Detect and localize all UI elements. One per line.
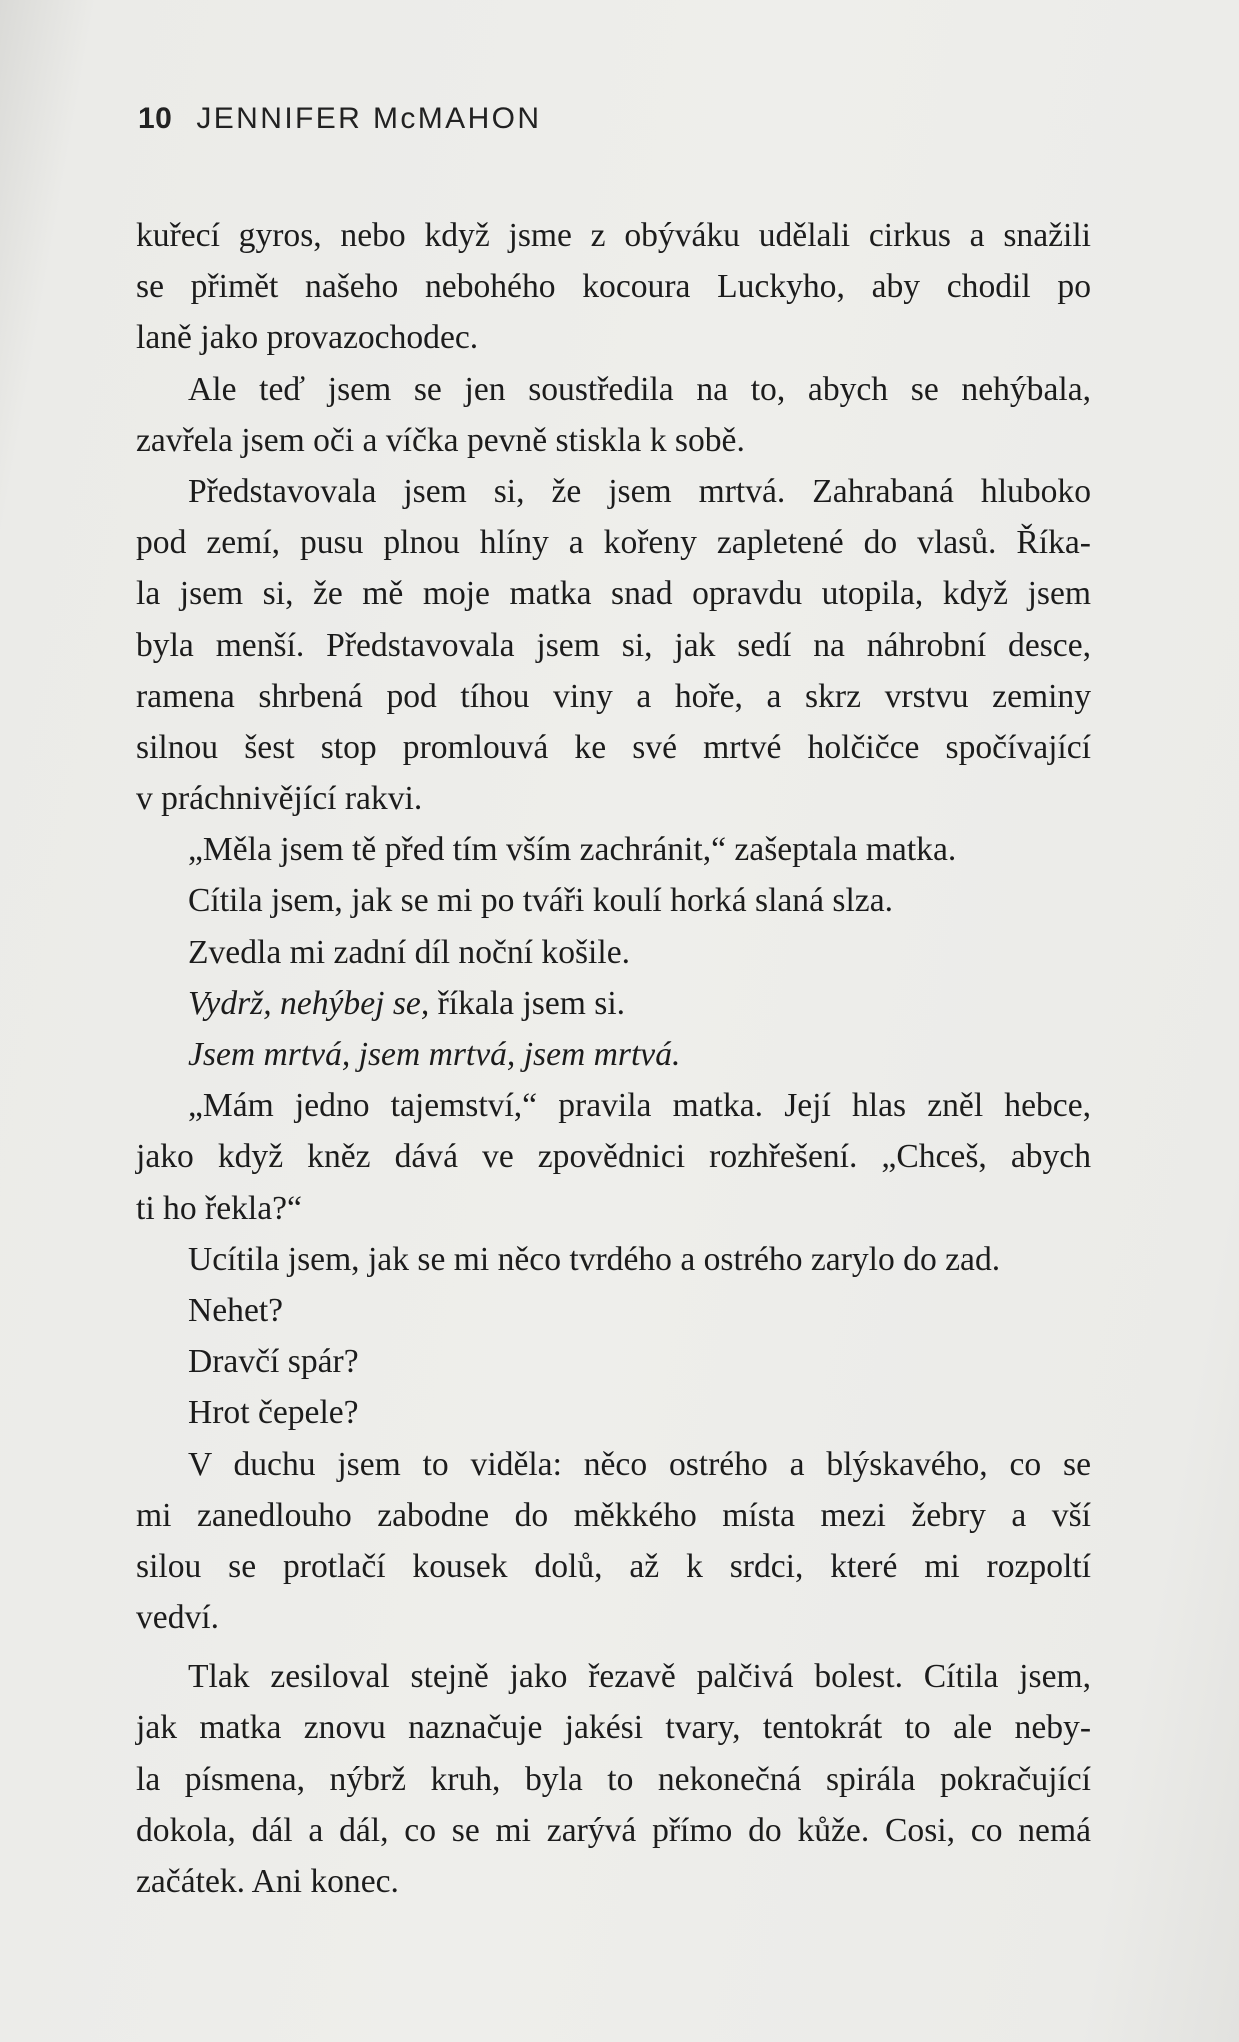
text-line: laně jako provazochodec. (136, 319, 479, 357)
text-line: jako když kněz dává ve zpovědnici rozhřešení. „Chceš, abych (136, 1138, 1091, 1176)
text-line: Cítila jsem, jak se mi po tváři koulí horká slaná slza. (188, 882, 893, 920)
text-line: mi zanedlouho zabodne do měkkého místa mezi žebry a vší (136, 1496, 1091, 1534)
italic-span: Vydrž, nehýbej se, (188, 984, 430, 1022)
text-line: se přimět našeho nebohého kocoura Luckyho, aby chodil po (136, 268, 1091, 306)
plain-span: říkala jsem si. (429, 984, 626, 1022)
text-line: ti ho řekla?“ (136, 1189, 302, 1227)
text-line: kuřecí gyros, nebo když jsme z obýváku udělali cirkus a snažili (136, 217, 1091, 254)
page-number: 10 (138, 102, 173, 135)
text-line: V duchu jsem to viděla: něco ostrého a blýskavého, co se (188, 1445, 1091, 1483)
text-line: pod zemí, pusu plnou hlíny a kořeny zapletené do vlasů. Říka- (136, 524, 1091, 562)
author-name: JENNIFER McMAHON (196, 102, 542, 135)
text-line (136, 978, 1091, 1029)
body-text (136, 210, 1091, 1907)
text-line: Nehet? (188, 1291, 284, 1329)
text-line: Ucítila jsem, jak se mi něco tvrdého a ostrého zarylo do zad. (188, 1240, 1001, 1278)
text-line: silou se protlačí kousek dolů, až k srdci, které mi rozpoltí (136, 1547, 1091, 1585)
text-line: silnou šest stop promlouvá ke své mrtvé holčičce spočívající (136, 728, 1091, 766)
text-line: zavřela jsem oči a víčka pevně stiskla k sobě. (136, 421, 745, 459)
running-header (138, 102, 541, 136)
text-line: ramena shrbená pod tíhou viny a hoře, a skrz vrstvu zeminy (136, 677, 1091, 715)
text-line: Představovala jsem si, že jsem mrtvá. Zahrabaná hluboko (188, 472, 1091, 510)
text-line: „Mám jedno tajemství,“ pravila matka. Její hlas zněl hebce, (188, 1087, 1091, 1125)
text-line: vedví. (136, 1599, 219, 1637)
text-line: dokola, dál a dál, co se mi zarývá přímo do kůže. Cosi, co nemá (136, 1811, 1091, 1849)
text-line: Jsem mrtvá, jsem mrtvá, jsem mrtvá. (188, 1036, 681, 1073)
text-line: la jsem si, že mě moje matka snad opravdu utopila, když jsem (136, 575, 1091, 613)
text-line: Tlak zesiloval stejně jako řezavě palčivá bolest. Cítila jsem, (188, 1658, 1091, 1696)
text-line: v práchnivějící rakvi. (136, 780, 423, 818)
text-line: „Měla jsem tě před tím vším zachránit,“ zašeptala matka. (188, 831, 957, 869)
text-line: byla menší. Představovala jsem si, jak sedí na náhrobní desce, (136, 626, 1091, 664)
text-line: Dravčí spár? (188, 1343, 359, 1381)
text-line: začátek. Ani konec. (136, 1863, 399, 1900)
text-line: Hrot čepele? (188, 1394, 359, 1432)
text-line: Zvedla mi zadní díl noční košile. (188, 933, 631, 971)
text-line: jak matka znovu naznačuje jakési tvary, tentokrát to ale neby- (136, 1709, 1091, 1747)
text-line: la písmena, nýbrž kruh, byla to nekonečná spirála pokračující (136, 1760, 1091, 1798)
text-line: Ale teď jsem se jen soustředila na to, abych se nehýbala, (188, 370, 1091, 408)
